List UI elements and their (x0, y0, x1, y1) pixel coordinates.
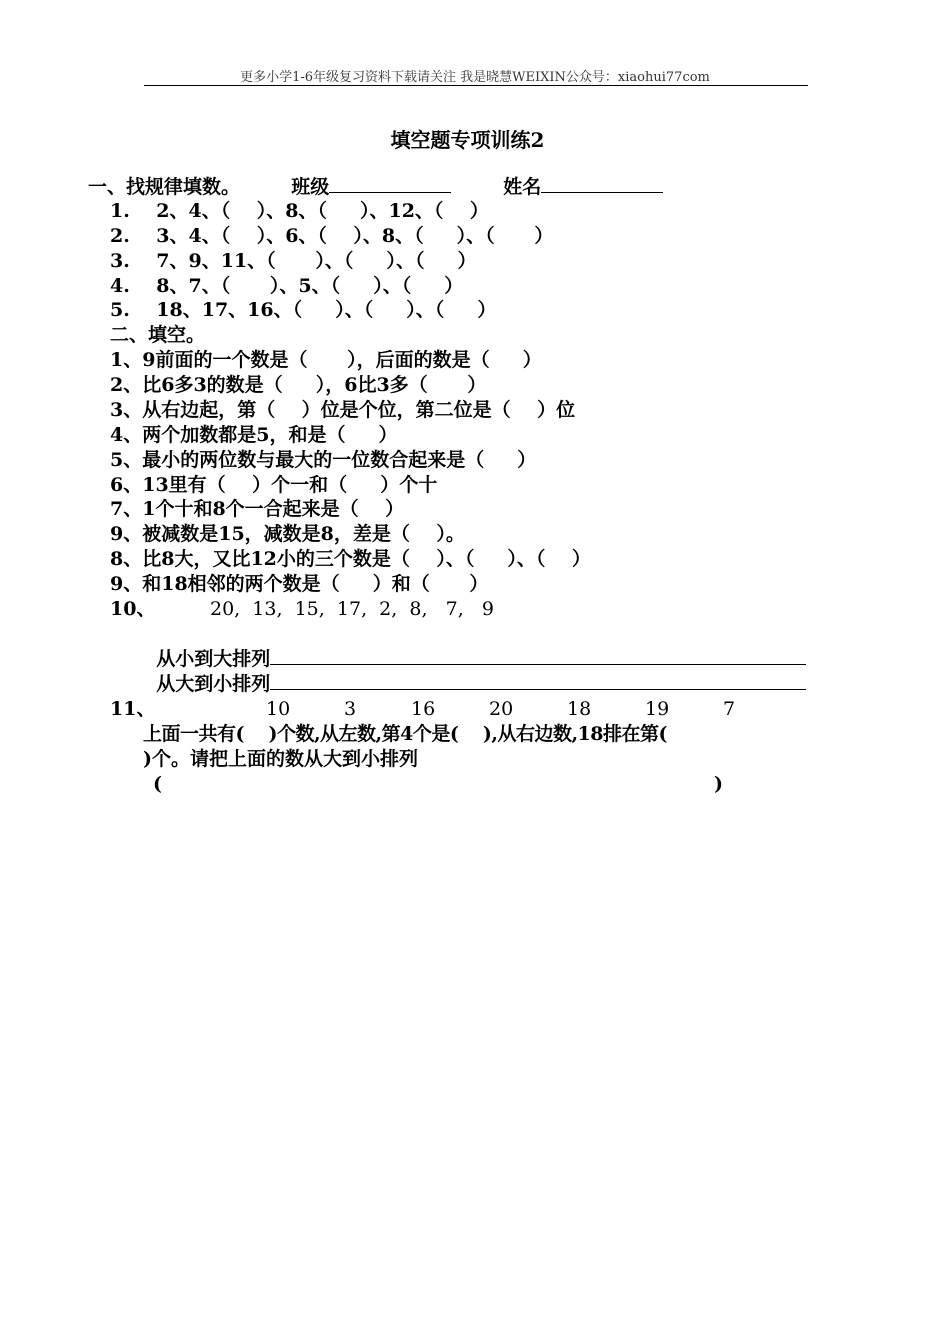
name-blank[interactable] (541, 174, 663, 193)
section2-item: 1、9前面的一个数是（ ），后面的数是（ ） (110, 349, 542, 371)
descending-label: 从大到小排列 (156, 673, 271, 695)
section2-item: 8、比8大，又比12小的三个数是（ ）、（ ）、（ ） (110, 548, 591, 570)
item11-number: 20 (489, 698, 514, 720)
section1-heading: 一、找规律填数。 (88, 176, 241, 198)
section1-item: 1. 2、4、（ ）、8、（ ）、12、（ ） (110, 200, 489, 222)
item11-number: 3 (344, 698, 357, 720)
item10-numbers: 20, 13, 15, 17, 2, 8, 7, 9 (210, 598, 494, 620)
section1-item: 5. 18、17、16、（ ）、（ ）、（ ） (110, 299, 497, 321)
ascending-label: 从小到大排列 (156, 648, 271, 670)
item11-label: 11、 (110, 698, 156, 720)
section2-item: 9、和18相邻的两个数是（ ）和（ ） (110, 573, 489, 595)
section2-item: 7、1个十和8个一合起来是（ ） (110, 498, 405, 520)
item11-question-line1: 上面一共有( )个数,从左数,第4个是( ),从右边数,18排在第( (143, 723, 667, 745)
item11-answer-open: ( (153, 773, 162, 795)
item11-number: 18 (567, 698, 592, 720)
section1-item: 3. 7、9、11、（ ）、（ ）、（ ） (110, 250, 477, 272)
item11-answer-close: ) (714, 773, 723, 795)
page-header: 更多小学1-6年级复习资料下载请关注 我是晓慧WEIXIN公众号：xiaohui77com (240, 70, 710, 85)
section2-item: 5、最小的两位数与最大的一位数合起来是（ ） (110, 449, 537, 471)
item11-number: 16 (411, 698, 436, 720)
section2-item: 9、被减数是15，减数是8，差是（ ）。 (110, 523, 465, 545)
class-label: 班级 (291, 176, 330, 198)
descending-blank[interactable] (270, 671, 806, 690)
header-rule (144, 85, 808, 86)
item11-number: 7 (723, 698, 736, 720)
item11-number: 19 (645, 698, 670, 720)
section2-item: 6、13里有（ ）个一和（ ）个十 (110, 474, 438, 496)
item11-number: 10 (266, 698, 291, 720)
worksheet-title: 填空题专项训练2 (390, 128, 545, 152)
section2-item: 3、从右边起，第（ ）位是个位，第二位是（ ）位 (110, 399, 576, 421)
section2-heading: 二、填空。 (110, 324, 206, 346)
section2-item: 2、比6多3的数是（ ），6比3多（ ） (110, 374, 487, 396)
class-field (278, 150, 451, 199)
class-blank[interactable] (329, 174, 451, 193)
name-label: 姓名 (503, 176, 542, 198)
item10-label: 10、 (110, 598, 156, 620)
section1-item: 4. 8、7、（ ）、5、（ ）、（ ） (110, 275, 464, 297)
section1-item: 2. 3、4、（ ）、6、（ ）、8、（ ）、（ ） (110, 225, 554, 247)
descending-field (143, 647, 806, 696)
section2-item: 4、两个加数都是5，和是（ ） (110, 424, 398, 446)
item11-question-line2: )个。请把上面的数从大到小排列 (143, 748, 418, 770)
name-field (490, 150, 663, 199)
